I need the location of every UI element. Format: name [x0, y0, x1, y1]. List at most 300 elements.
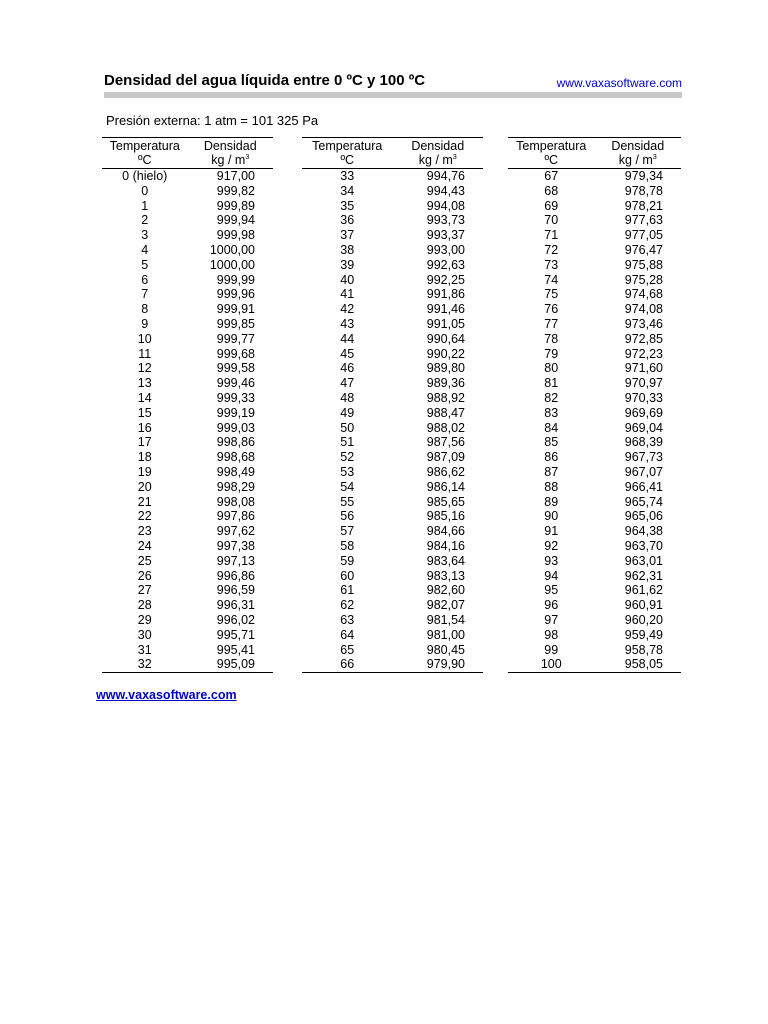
table-row — [102, 406, 273, 421]
temperature-cell: 6 — [141, 272, 149, 287]
density-cell: 988,92 — [426, 390, 465, 405]
table-row — [508, 524, 681, 539]
density-cell: 964,38 — [624, 524, 663, 539]
temperature-cell: 7 — [141, 287, 149, 302]
temperature-cell: 25 — [137, 553, 152, 568]
table-row — [302, 273, 483, 288]
temperature-cell: 78 — [544, 331, 559, 346]
density-cell: 970,97 — [624, 376, 663, 391]
table-row — [508, 213, 681, 228]
temperature-cell: 100 — [540, 657, 562, 672]
temperature-cell: 60 — [340, 568, 355, 583]
density-cell: 999,99 — [216, 272, 255, 287]
temperature-cell: 74 — [544, 272, 559, 287]
temperature-cell: 42 — [340, 302, 355, 317]
density-cell: 981,00 — [426, 627, 465, 642]
density-cell: 917,00 — [216, 169, 255, 183]
table-row — [302, 169, 483, 184]
temperature-cell: 29 — [137, 612, 152, 627]
density-cell: 989,80 — [426, 361, 465, 376]
table-row — [508, 273, 681, 288]
density-cell: 993,73 — [426, 213, 465, 228]
density-cell: 996,31 — [216, 598, 255, 613]
density-cell: 971,60 — [624, 361, 663, 376]
density-cell: 987,56 — [426, 435, 465, 450]
density-cell: 968,39 — [624, 435, 663, 450]
temperature-cell: 40 — [340, 272, 355, 287]
density-cell: 970,33 — [624, 390, 663, 405]
density-cell: 994,76 — [426, 169, 465, 183]
temperature-cell: 65 — [340, 642, 355, 657]
density-cell: 984,66 — [426, 524, 465, 539]
density-cell: 999,03 — [216, 420, 255, 435]
temperature-cell: 92 — [544, 538, 559, 553]
temperature-cell: 86 — [544, 450, 559, 465]
temperature-cell: 91 — [544, 524, 559, 539]
table-row — [102, 583, 273, 598]
temperature-cell: 55 — [340, 494, 355, 509]
temperature-cell: 23 — [137, 524, 152, 539]
table-row — [508, 184, 681, 199]
density-cell: 995,09 — [216, 657, 255, 672]
density-unit — [393, 153, 484, 169]
temperature-cell: 75 — [544, 287, 559, 302]
table-row — [302, 287, 483, 302]
table-row — [508, 347, 681, 362]
table-row — [302, 495, 483, 510]
temp-header: Temperatura — [109, 139, 180, 153]
table-row — [508, 450, 681, 465]
site-link-bottom[interactable]: www.vaxasoftware.com — [96, 688, 237, 702]
table-row — [302, 480, 483, 495]
table-row — [508, 554, 681, 569]
temperature-cell: 0 — [141, 183, 149, 198]
density-cell: 999,96 — [216, 287, 255, 302]
temperature-cell: 96 — [544, 598, 559, 613]
temperature-cell: 83 — [544, 405, 559, 420]
table-row — [302, 465, 483, 480]
temperature-cell: 73 — [544, 257, 559, 272]
table-row — [508, 509, 681, 524]
table-row — [302, 243, 483, 258]
density-cell: 990,64 — [426, 331, 465, 346]
density-cell: 993,00 — [426, 242, 465, 257]
density-unit-exponent: 3 — [245, 153, 250, 161]
temp-unit: ºC — [302, 153, 393, 169]
temperature-cell: 15 — [137, 405, 152, 420]
table-row — [508, 258, 681, 273]
table-row — [102, 361, 273, 376]
temperature-cell: 21 — [137, 494, 152, 509]
temperature-cell: 34 — [340, 183, 355, 198]
table-row — [102, 554, 273, 569]
temp-header: Temperatura — [516, 139, 587, 153]
temperature-cell: 70 — [544, 213, 559, 228]
table-row — [508, 317, 681, 332]
table-row — [508, 539, 681, 554]
density-header: Densidad — [611, 139, 665, 153]
temperature-cell: 12 — [137, 361, 152, 376]
density-unit-exponent: 3 — [452, 153, 457, 161]
table-row — [102, 228, 273, 243]
density-cell: 998,49 — [216, 464, 255, 479]
density-table-2 — [302, 137, 483, 673]
temperature-cell: 80 — [544, 361, 559, 376]
table-row — [508, 421, 681, 436]
temperature-cell: 4 — [141, 242, 149, 257]
density-cell: 975,28 — [624, 272, 663, 287]
density-cell: 961,62 — [624, 583, 663, 598]
density-cell: 987,09 — [426, 450, 465, 465]
table-row — [302, 258, 483, 273]
table-row — [302, 554, 483, 569]
density-cell: 985,65 — [426, 494, 465, 509]
temperature-cell: 56 — [340, 509, 355, 524]
density-cell: 999,58 — [216, 361, 255, 376]
table-row — [102, 480, 273, 495]
density-cell: 982,07 — [426, 598, 465, 613]
temperature-cell: 38 — [340, 242, 355, 257]
temperature-cell: 14 — [137, 390, 152, 405]
temperature-cell: 59 — [340, 553, 355, 568]
density-cell: 994,43 — [426, 183, 465, 198]
table-row — [508, 569, 681, 584]
table-row — [302, 450, 483, 465]
density-cell: 995,71 — [216, 627, 255, 642]
table-row — [302, 657, 483, 672]
table-row — [508, 598, 681, 613]
density-cell: 984,16 — [426, 538, 465, 553]
table-row — [102, 465, 273, 480]
table-row — [102, 509, 273, 524]
temperature-cell: 62 — [340, 598, 355, 613]
temperature-cell: 49 — [340, 405, 355, 420]
temperature-cell: 18 — [137, 450, 152, 465]
temperature-cell: 45 — [340, 346, 355, 361]
density-cell: 977,05 — [624, 228, 663, 243]
table-row — [302, 406, 483, 421]
table-row — [302, 569, 483, 584]
table-row — [102, 524, 273, 539]
table-row — [508, 406, 681, 421]
temperature-cell: 46 — [340, 361, 355, 376]
density-cell: 991,86 — [426, 287, 465, 302]
temperature-cell: 98 — [544, 627, 559, 642]
density-cell: 969,04 — [624, 420, 663, 435]
density-header: Densidad — [203, 139, 257, 153]
density-cell: 958,05 — [624, 657, 663, 672]
table-row — [102, 435, 273, 450]
temperature-cell: 90 — [544, 509, 559, 524]
table-row — [102, 495, 273, 510]
temperature-cell: 97 — [544, 612, 559, 627]
density-cell: 995,41 — [216, 642, 255, 657]
temperature-cell: 11 — [138, 346, 152, 361]
temperature-cell: 44 — [340, 331, 355, 346]
temperature-cell: 71 — [544, 228, 559, 243]
temperature-cell: 13 — [137, 376, 152, 391]
density-cell: 1000,00 — [209, 257, 255, 272]
density-cell: 999,33 — [216, 390, 255, 405]
table-row — [508, 583, 681, 598]
density-cell: 958,78 — [624, 642, 663, 657]
density-cell: 993,37 — [426, 228, 465, 243]
temperature-cell: 24 — [137, 538, 152, 553]
density-unit-base: kg / m — [418, 153, 453, 167]
temperature-cell: 81 — [544, 376, 559, 391]
table-row — [102, 539, 273, 554]
table-row — [302, 583, 483, 598]
table-row — [508, 643, 681, 658]
temperature-cell: 93 — [544, 553, 559, 568]
density-cell: 960,91 — [624, 598, 663, 613]
density-cell: 967,73 — [624, 450, 663, 465]
table-row — [508, 302, 681, 317]
table-row — [302, 302, 483, 317]
density-unit-base: kg / m — [211, 153, 246, 167]
table-row — [508, 495, 681, 510]
density-cell: 980,45 — [426, 642, 465, 657]
table-row — [102, 199, 273, 214]
temperature-cell: 47 — [340, 376, 355, 391]
density-cell: 972,23 — [624, 346, 663, 361]
density-cell: 963,70 — [624, 538, 663, 553]
density-table-1 — [102, 137, 273, 673]
temperature-cell: 19 — [137, 464, 152, 479]
temperature-cell: 26 — [137, 568, 152, 583]
temperature-cell: 76 — [544, 302, 559, 317]
table-row — [102, 347, 273, 362]
density-cell: 959,49 — [624, 627, 663, 642]
table-row — [302, 598, 483, 613]
density-cell: 991,46 — [426, 302, 465, 317]
temperature-cell: 67 — [544, 169, 559, 183]
density-cell: 997,62 — [216, 524, 255, 539]
density-cell: 967,07 — [624, 464, 663, 479]
density-cell: 1000,00 — [209, 242, 255, 257]
density-cell: 998,86 — [216, 435, 255, 450]
density-cell: 999,89 — [216, 198, 255, 213]
temperature-cell: 94 — [544, 568, 559, 583]
table-row — [102, 169, 273, 184]
table-row — [102, 258, 273, 273]
temperature-cell: 87 — [544, 464, 559, 479]
temperature-cell: 95 — [544, 583, 559, 598]
density-cell: 976,47 — [624, 242, 663, 257]
page-title: Densidad del agua líquida entre 0 ºC y 100 ºC — [104, 72, 426, 89]
temperature-cell: 58 — [340, 538, 355, 553]
table-row — [102, 421, 273, 436]
density-cell: 979,90 — [426, 657, 465, 672]
table-row — [302, 435, 483, 450]
density-cell: 974,08 — [624, 302, 663, 317]
temperature-cell: 99 — [544, 642, 559, 657]
table-row — [508, 243, 681, 258]
pressure-note: Presión externa: 1 atm = 101 325 Pa — [106, 113, 319, 128]
temperature-cell: 33 — [340, 169, 355, 183]
table-row — [508, 332, 681, 347]
density-cell: 999,46 — [216, 376, 255, 391]
density-cell: 989,36 — [426, 376, 465, 391]
table-row — [508, 613, 681, 628]
table-row — [508, 435, 681, 450]
table-row — [302, 199, 483, 214]
temperature-cell: 77 — [544, 316, 559, 331]
temp-unit: ºC — [102, 153, 188, 169]
table-row — [508, 480, 681, 495]
temperature-cell: 5 — [141, 257, 149, 272]
temperature-cell: 3 — [141, 228, 149, 243]
site-link-top[interactable]: www.vaxasoftware.com — [556, 76, 682, 90]
title-row — [104, 72, 682, 94]
density-cell: 986,62 — [426, 464, 465, 479]
temperature-cell: 9 — [141, 316, 149, 331]
density-unit-base: kg / m — [618, 153, 653, 167]
table-row — [508, 391, 681, 406]
density-cell: 982,60 — [426, 583, 465, 598]
header-divider — [104, 92, 682, 98]
table-row — [302, 421, 483, 436]
density-cell: 996,86 — [216, 568, 255, 583]
temperature-cell: 37 — [340, 228, 355, 243]
table-row — [302, 628, 483, 643]
table-row — [508, 228, 681, 243]
density-cell: 997,38 — [216, 538, 255, 553]
density-cell: 997,13 — [216, 553, 255, 568]
density-cell: 992,25 — [426, 272, 465, 287]
table-row — [102, 598, 273, 613]
density-cell: 981,54 — [426, 612, 465, 627]
table-row — [508, 376, 681, 391]
density-cell: 997,86 — [216, 509, 255, 524]
temperature-cell: 10 — [137, 331, 152, 346]
temperature-cell: 66 — [340, 657, 355, 672]
density-cell: 986,14 — [426, 479, 465, 494]
temperature-cell: 28 — [137, 598, 152, 613]
temperature-cell: 41 — [340, 287, 355, 302]
temperature-cell: 8 — [141, 302, 149, 317]
table-row — [302, 613, 483, 628]
table-row — [508, 465, 681, 480]
density-cell: 999,91 — [216, 302, 255, 317]
table-row — [302, 643, 483, 658]
table-row — [102, 643, 273, 658]
temperature-cell: 89 — [544, 494, 559, 509]
density-cell: 988,02 — [426, 420, 465, 435]
temperature-cell: 68 — [544, 183, 559, 198]
temperature-cell: 84 — [544, 420, 559, 435]
table-row — [302, 376, 483, 391]
table-row — [102, 376, 273, 391]
density-cell: 983,64 — [426, 553, 465, 568]
table-row — [102, 287, 273, 302]
table-row — [102, 613, 273, 628]
density-cell: 998,68 — [216, 450, 255, 465]
temperature-cell: 35 — [340, 198, 355, 213]
table-row — [302, 539, 483, 554]
temp-unit: ºC — [508, 153, 595, 169]
table-row — [102, 243, 273, 258]
temperature-cell: 27 — [137, 583, 152, 598]
density-cell: 999,82 — [216, 183, 255, 198]
table-row — [508, 657, 681, 672]
table-row — [102, 391, 273, 406]
table-row — [102, 450, 273, 465]
density-unit — [595, 153, 682, 169]
table-row — [302, 509, 483, 524]
table-row — [302, 332, 483, 347]
table-row — [102, 332, 273, 347]
temperature-cell: 48 — [340, 390, 355, 405]
table-row — [508, 199, 681, 214]
table-row — [508, 287, 681, 302]
density-cell: 996,59 — [216, 583, 255, 598]
temperature-cell: 32 — [137, 657, 152, 672]
temperature-cell: 43 — [340, 316, 355, 331]
table-row — [102, 273, 273, 288]
temperature-cell: 31 — [137, 642, 152, 657]
density-cell: 965,06 — [624, 509, 663, 524]
temperature-cell: 72 — [544, 242, 559, 257]
temperature-cell: 36 — [340, 213, 355, 228]
density-cell: 978,21 — [624, 198, 663, 213]
density-cell: 998,08 — [216, 494, 255, 509]
table-row — [102, 628, 273, 643]
density-cell: 974,68 — [624, 287, 663, 302]
density-cell: 999,85 — [216, 316, 255, 331]
temperature-cell: 63 — [340, 612, 355, 627]
table-row — [508, 361, 681, 376]
density-cell: 985,16 — [426, 509, 465, 524]
density-table-3 — [508, 137, 681, 673]
temperature-cell: 2 — [141, 213, 149, 228]
density-cell: 999,98 — [216, 228, 255, 243]
temperature-cell: 22 — [137, 509, 152, 524]
density-cell: 966,41 — [624, 479, 663, 494]
temperature-cell: 57 — [340, 524, 355, 539]
density-cell: 988,47 — [426, 405, 465, 420]
temperature-cell: 51 — [340, 435, 355, 450]
temperature-cell: 30 — [137, 627, 152, 642]
density-cell: 960,20 — [624, 612, 663, 627]
density-cell: 977,63 — [624, 213, 663, 228]
table-row — [302, 391, 483, 406]
density-unit-exponent: 3 — [652, 153, 657, 161]
density-unit — [188, 153, 274, 169]
table-row — [102, 569, 273, 584]
table-row — [102, 302, 273, 317]
temperature-cell: 50 — [340, 420, 355, 435]
table-row — [102, 317, 273, 332]
temperature-cell: 39 — [340, 257, 355, 272]
density-cell: 994,08 — [426, 198, 465, 213]
density-header: Densidad — [411, 139, 465, 153]
density-cell: 962,31 — [624, 568, 663, 583]
temperature-cell: 54 — [340, 479, 355, 494]
table-row — [302, 317, 483, 332]
density-cell: 998,29 — [216, 479, 255, 494]
table-row — [102, 184, 273, 199]
density-cell: 999,68 — [216, 346, 255, 361]
density-cell: 969,69 — [624, 405, 663, 420]
temperature-cell: 85 — [544, 435, 559, 450]
density-cell: 996,02 — [216, 612, 255, 627]
density-cell: 983,13 — [426, 568, 465, 583]
temperature-cell: 1 — [141, 198, 149, 213]
density-cell: 978,78 — [624, 183, 663, 198]
table-row — [508, 169, 681, 184]
density-cell: 973,46 — [624, 316, 663, 331]
